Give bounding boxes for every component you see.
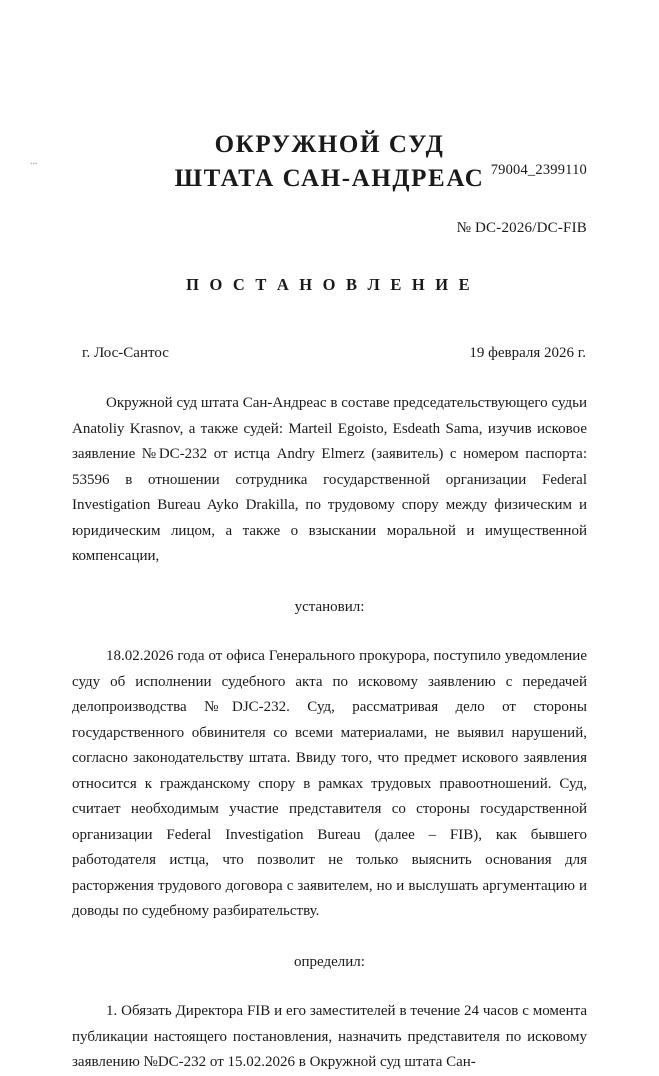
document-reference-number: 79004_2399110 [490,162,587,178]
document-page [0,128,659,1070]
established-paragraph: 18.02.2026 года от офиса Генерального прокурора, поступило уведомление суду об исполнении судебного акта по исковому заявлению с передачей делопроизводства №DJC-232. Суд, рассматривая дело от стороны государственного обвинителя со всеми материалами, не выявил нарушений, согласно законодательству штата. Ввиду того, что предмет искового заявления относится к гражданскому спору в рамках трудовых правоотношений. Суд, считает необходимым участие представителя со стороны государственной организации Federal Investigation Bureau (далее – FIB), как бывшего работодателя истца, что позволит не только выяснить основания для расторжения трудового договора с заявителем, но и выслушать аргументацию и доводы по судебному разбирательству. [72,648,587,919]
document-city: г. Лос-Сантос [82,345,169,361]
document-type-heading: П О С Т А Н О В Л Е Н И Е [186,275,473,294]
corner-mark: ••• [30,160,38,168]
document-meta-row [72,345,587,362]
intro-paragraph: Окружной суд штата Сан-Андреас в составе председательствующего судьи Anatoliy Krasnov, а также судей: Marteil Egoisto, Esdeath Sama, изучив исковое заявление №DC-232 от истца Andry Elmerz (заявитель) с номером паспорта: 53596 в отношении сотрудника государственной организации Federal Investigation Bureau Ayko Drakilla, по трудовому спору между физическим и юридическим лицом, а также о взыскании моральной и имущественной компенсации, [72,395,587,564]
document-date: 19 февраля 2026 г. [469,345,586,361]
determined-paragraph-1: 1. Обязать Директора FIB и его заместителей в течение 24 часов с момента публикации настоящего постановления, назначить представителя по исковому заявлению №DC-232 от 15.02.2026 в Окружной суд штата Сан- [72,1003,587,1070]
court-title-line-2: ШТАТА САН-АНДРЕАС [174,165,485,192]
court-title-line-1: ОКРУЖНОЙ СУД [214,131,445,158]
determined-heading: определил: [294,953,365,970]
established-heading: установил: [294,598,365,615]
case-number: № DC-2026/DC-FIB [456,220,587,236]
